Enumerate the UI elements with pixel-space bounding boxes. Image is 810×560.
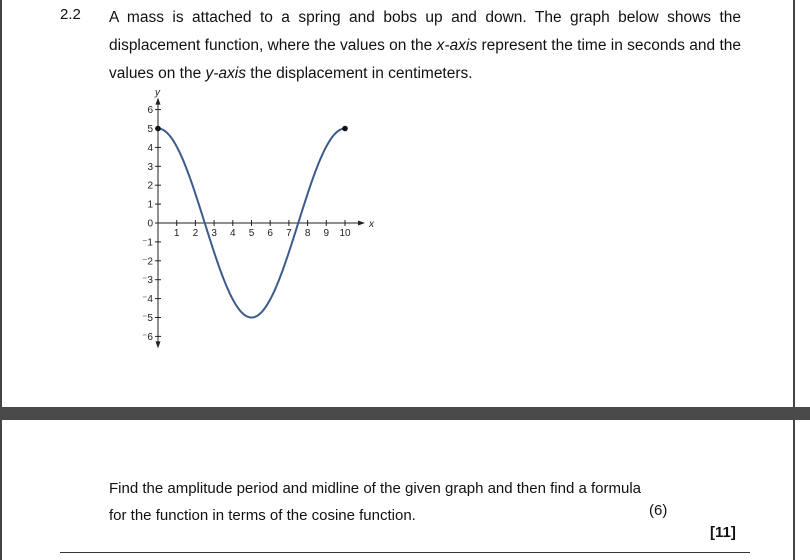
y-tick-label: ⁻6 xyxy=(142,331,153,343)
displacement-graph xyxy=(130,86,390,356)
y-tick-label: 5 xyxy=(147,124,153,135)
x-tick-label: 3 xyxy=(211,228,217,239)
x-tick-label: 2 xyxy=(192,228,199,239)
total-marks: [11] xyxy=(710,524,736,541)
x-axis-arrow xyxy=(358,221,365,226)
y-tick-label: ⁻5 xyxy=(142,313,153,324)
y-tick-label: 2 xyxy=(147,180,153,192)
y-tick-label: 3 xyxy=(147,161,153,173)
x-tick-label: 1 xyxy=(173,228,180,239)
question-marks: (6) xyxy=(649,502,668,519)
x-tick-label: 4 xyxy=(230,228,236,239)
x-tick-label: 9 xyxy=(323,228,330,239)
question-text-part3: the displacement in centimeters. xyxy=(246,65,473,82)
question-text xyxy=(109,4,741,88)
curve-endpoint xyxy=(342,126,348,132)
x-tick-label: 7 xyxy=(286,228,292,239)
bottom-rule xyxy=(60,552,750,553)
y-tick-label: ⁻2 xyxy=(142,256,153,268)
y-tick-label: 1 xyxy=(147,199,153,211)
question-text-part1: A mass is attached to a spring and bobs up and down. The graph below shows the displacement function, where the values on the xyxy=(109,9,741,54)
x-tick-label: 5 xyxy=(248,228,255,239)
y-axis-term: y-axis xyxy=(205,65,246,82)
instruction-text: Find the amplitude period and midline of the given graph and then find a formula for the function in terms of the cosine function. xyxy=(109,480,642,524)
y-tick-label: 0 xyxy=(147,218,153,230)
y-tick-label: ⁻3 xyxy=(142,275,153,287)
x-tick-label: 8 xyxy=(304,228,311,239)
y-axis-arrow-up xyxy=(156,98,161,105)
x-axis-term: x-axis xyxy=(436,37,478,54)
y-tick-label: ⁻4 xyxy=(142,294,153,306)
y-axis-label: y xyxy=(155,87,160,99)
question-text-part2: represent the time in seconds and the values on the xyxy=(109,37,741,82)
x-tick-label: 10 xyxy=(339,228,351,239)
y-tick-label: 6 xyxy=(147,105,153,117)
y-tick-label: 4 xyxy=(147,142,153,154)
x-tick-label: 6 xyxy=(267,228,273,239)
question-number: 2.2 xyxy=(60,6,81,23)
curve-endpoint xyxy=(155,126,161,132)
page-divider xyxy=(0,407,810,420)
y-axis-arrow-down xyxy=(156,341,161,348)
x-axis-label: x xyxy=(369,219,374,230)
y-tick-label: ⁻1 xyxy=(142,237,153,249)
